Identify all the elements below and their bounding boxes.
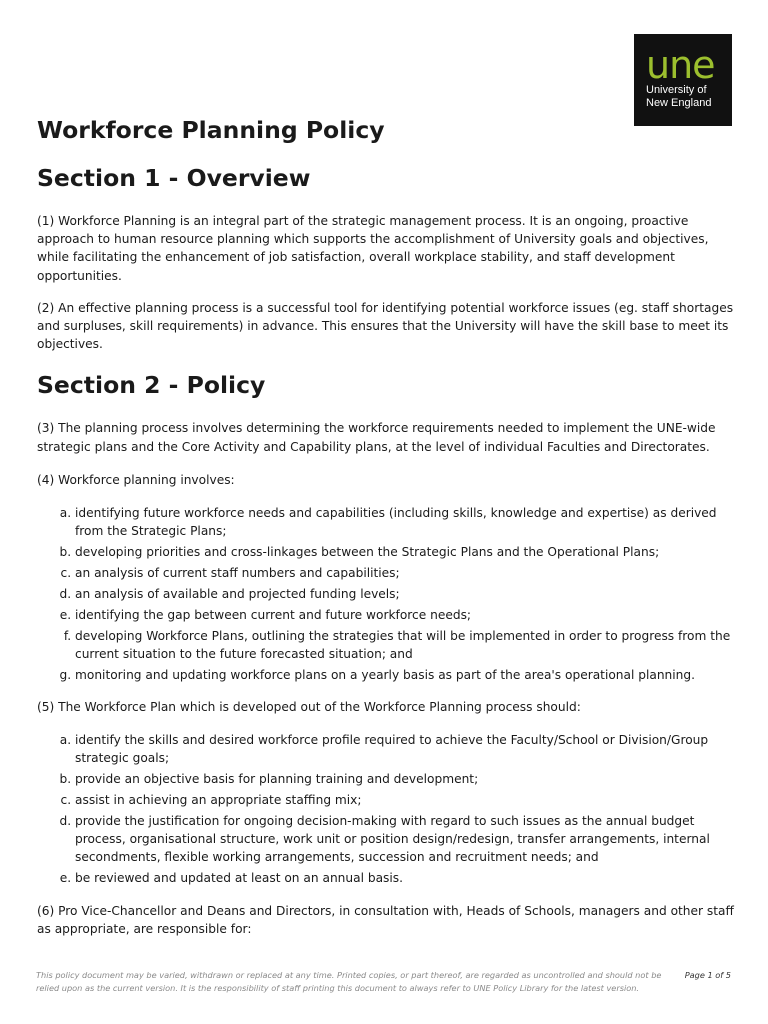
section-2-heading: Section 2 - Policy: [37, 371, 266, 400]
paragraph-5: (5) The Workforce Plan which is developed out of the Workforce Planning process should:: [37, 699, 581, 714]
list-item: b. provide an objective basis for planning training and development;: [75, 770, 737, 788]
list-item: a. identifying future workforce needs and capabilities (including skills, knowledge and expertise) as derived from the Strategic Plans;: [75, 504, 737, 540]
list-item: b. developing priorities and cross-linkages between the Strategic Plans and the Operational Plans;: [75, 543, 737, 561]
list-item: f. developing Workforce Plans, outlining the strategies that will be implemented in order to progress from the current situation to the future forecasted situation; and: [75, 627, 737, 663]
list-item: a. identify the skills and desired workforce profile required to achieve the Faculty/School or Division/Group strategic goals;: [75, 731, 737, 767]
list-item: e. be reviewed and updated at least on an annual basis.: [75, 869, 737, 887]
logo-line-1: University of: [646, 84, 707, 96]
paragraph-4: (4) Workforce planning involves:: [37, 472, 235, 487]
document-body: [37, 114, 737, 938]
section-1-heading: Section 1 - Overview: [37, 164, 311, 192]
list-item: c. assist in achieving an appropriate staffing mix;: [75, 791, 737, 809]
une-logo: [634, 34, 732, 126]
workforce-plan-list: [37, 731, 737, 887]
footer-disclaimer: This policy document may be varied, withdrawn or replaced at any time. Printed copies, or part thereof, are regarded as uncontrolled and should not be relied upon as the current version. It is the responsibility of staff printing this document to always refer to UNE Policy Library for the latest version.: [36, 970, 662, 993]
list-item: e. identifying the gap between current and future workforce needs;: [75, 606, 737, 624]
list-item: c. an analysis of current staff numbers and capabilities;: [75, 564, 737, 582]
logo-line-2: New England: [646, 97, 712, 109]
workforce-planning-list: [37, 504, 737, 684]
list-item: g. monitoring and updating workforce plans on a yearly basis as part of the area's operational planning.: [75, 666, 737, 684]
page-title: Workforce Planning Policy: [37, 116, 385, 144]
paragraph-2: (2) An effective planning process is a successful tool for identifying potential workforce issues (eg. staff shortages and surpluses, skill requirements) in advance. This ensures that the University will have the skill base to meet its objectives.: [37, 300, 734, 352]
list-item: d. an analysis of available and projected funding levels;: [75, 585, 737, 603]
paragraph-6: (6) Pro Vice-Chancellor and Deans and Directors, in consultation with, Heads of Schools, managers and other staff as appropriate, are responsible for:: [37, 903, 734, 936]
paragraph-3: (3) The planning process involves determining the workforce requirements needed to implement the UNE-wide strategic plans and the Core Activity and Capability plans, at the level of individual Faculties and Directorates.: [37, 421, 716, 454]
paragraph-1: (1) Workforce Planning is an integral part of the strategic management process. It is an ongoing, proactive approach to human resource planning which supports the accomplishment of University goals and objectives, while facilitating the enhancement of job satisfaction, overall workplace stability, and staff development opportunities.: [37, 214, 709, 283]
list-item: d. provide the justification for ongoing decision-making with regard to such issues as the annual budget process, organisational structure, work unit or position design/redesign, transfer arrangements, internal secondments, flexible working arrangements, succession and recruitment needs; and: [75, 812, 737, 867]
logo-mark: une: [646, 43, 715, 87]
page-number: Page 1 of 5: [684, 970, 731, 980]
